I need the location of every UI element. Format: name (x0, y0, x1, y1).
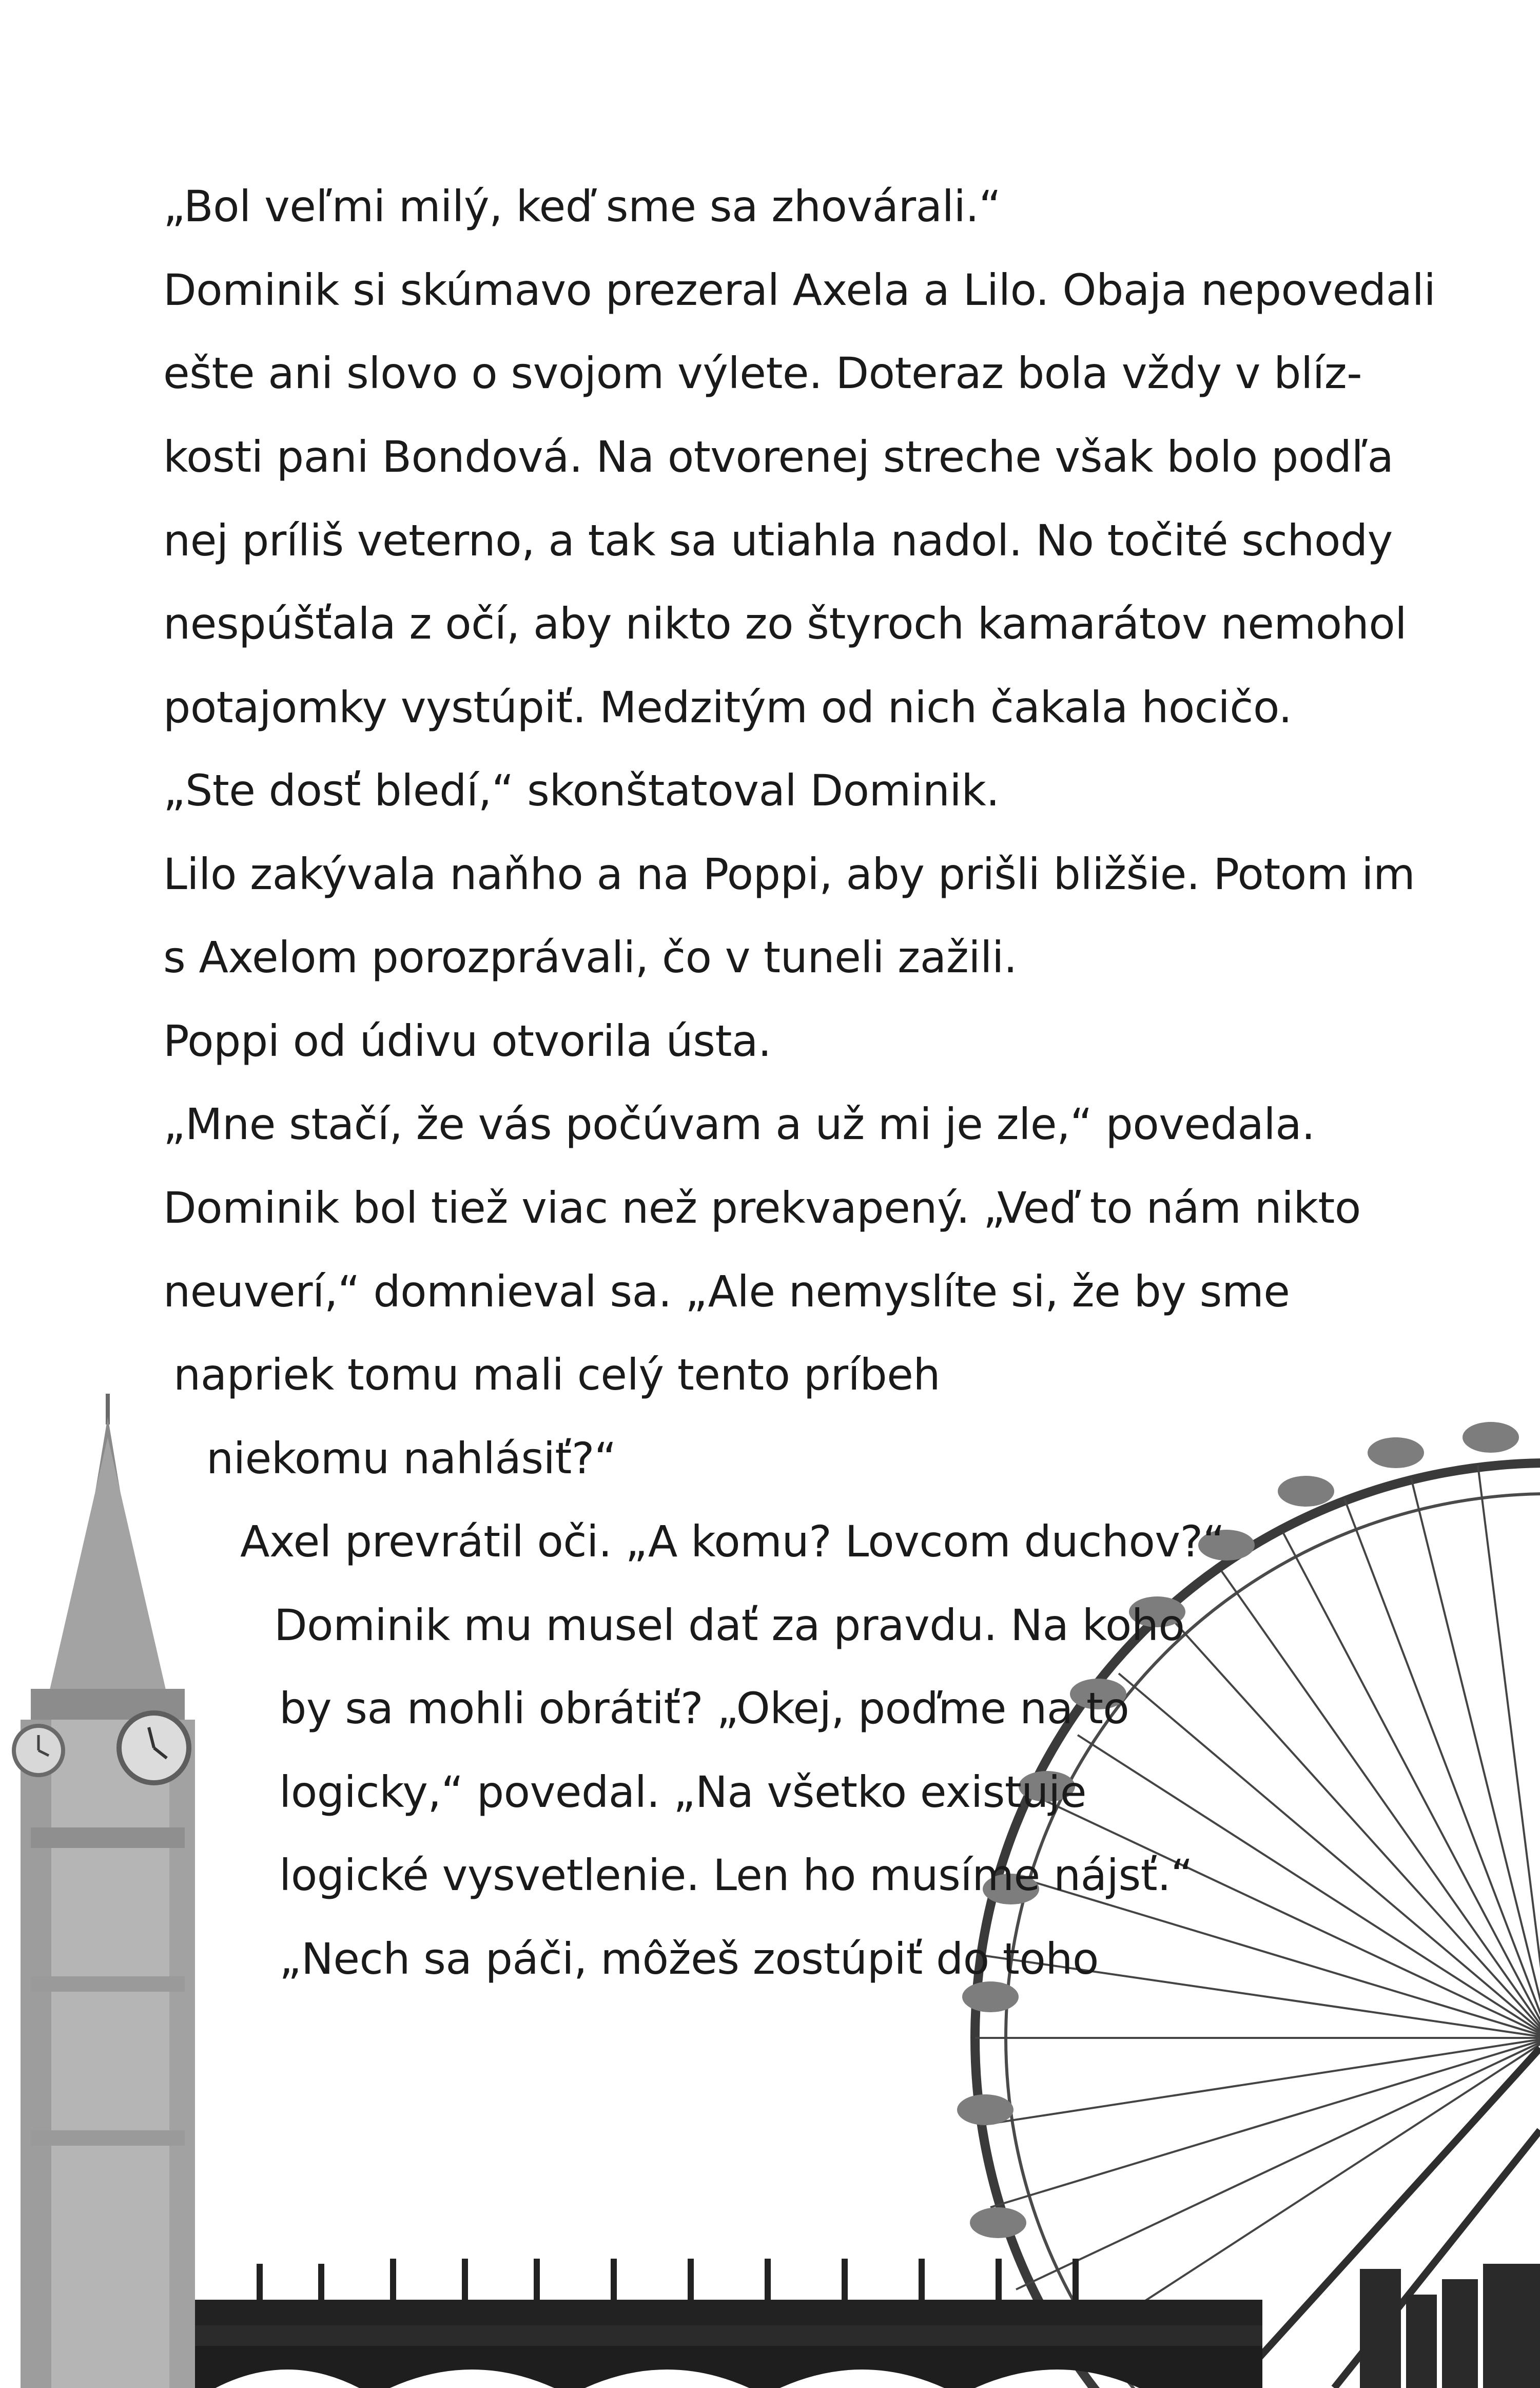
text-line: neuverí,“ domnieval sa. „Ale nemyslíte si, že by sme (163, 1266, 1290, 1317)
text-line: Dominik mu musel dať za pravdu. Na koho (274, 1600, 1185, 1650)
text-line: logické vysvetlenie. Len ho musíme nájsť.“ (279, 1850, 1193, 1900)
text-line: kosti pani Bondová. Na otvorenej streche však bolo podľa (163, 432, 1394, 482)
text-line: potajomky vystúpiť. Medzitým od nich čakala hocičo. (163, 682, 1292, 733)
text-line: by sa mohli obrátiť? „Okej, poďme na to (279, 1683, 1129, 1734)
text-line: Axel prevrátil oči. „A komu? Lovcom duchov?“ (240, 1516, 1225, 1567)
text-line: Poppi od údivu otvorila ústa. (163, 1016, 772, 1066)
text-line: „Nech sa páči, môžeš zostúpiť do toho (279, 1934, 1099, 1984)
text-line: logicky,“ povedal. „Na všetko existuje (279, 1767, 1087, 1817)
text-line: Dominik bol tiež viac než prekvapený. „Veď to nám nikto (163, 1183, 1361, 1233)
text-line: Dominik si skúmavo prezeral Axela a Lilo. Obaja nepovedali (163, 265, 1436, 315)
text-line: nej príliš veterno, a tak sa utiahla nadol. No točité schody (163, 515, 1393, 566)
text-line: „Mne stačí, že vás počúvam a už mi je zle,“ povedala. (163, 1099, 1315, 1149)
text-line: Lilo zakývala naňho a na Poppi, aby prišli bližšie. Potom im (163, 849, 1415, 899)
text-line: „Bol veľmi milý, keď sme sa zhovárali.“ (163, 181, 1001, 232)
text-line: napriek tomu mali celý tento príbeh (173, 1350, 941, 1400)
text-line: „Ste dosť bledí,“ skonštatoval Dominik. (163, 765, 1000, 816)
text-line: nespúšťala z očí, aby nikto zo štyroch kamarátov nemohol (163, 599, 1407, 649)
text-line: s Axelom porozprávali, čo v tuneli zažili. (163, 932, 1018, 983)
text-line: niekomu nahlásiť?“ (206, 1433, 616, 1484)
text-line: ešte ani slovo o svojom výlete. Doteraz bola vždy v blíz- (163, 348, 1362, 398)
